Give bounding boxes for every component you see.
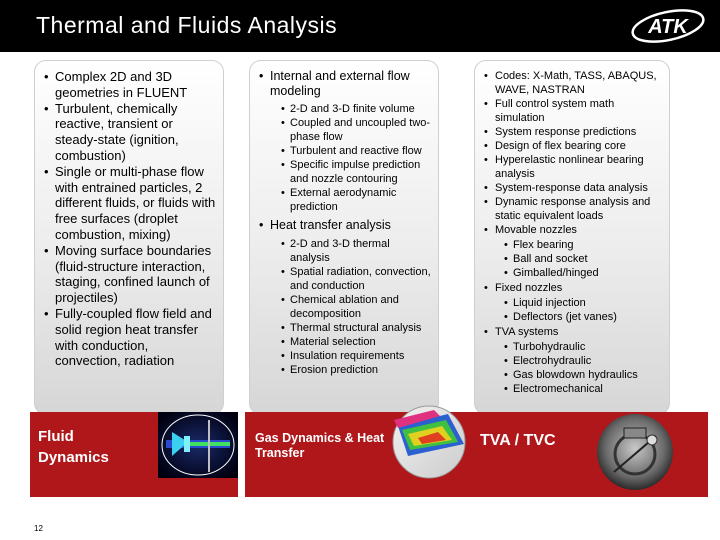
- list-item: • Material selection: [278, 335, 432, 349]
- list-item: • Electromechanical: [501, 382, 663, 396]
- atk-logo: [628, 8, 708, 44]
- list-item: • System-response data analysis: [481, 181, 663, 195]
- logo-text: ATK: [648, 16, 688, 38]
- list-item: • Full control system math simulation: [481, 97, 663, 125]
- list-item: • Turbohydraulic: [501, 340, 663, 354]
- tva-tvc-list: [481, 69, 663, 396]
- section-item: [256, 69, 432, 214]
- section-label: Heat transfer analysis: [270, 218, 391, 232]
- list-item: • Erosion prediction: [278, 363, 432, 377]
- list-item: • Electrohydraulic: [501, 354, 663, 368]
- list-item: • 2-D and 3-D finite volume: [278, 102, 432, 116]
- gas-dynamics-label: Gas Dynamics & Heat Transfer: [255, 431, 385, 460]
- group-item: [481, 223, 663, 280]
- slide-title: Thermal and Fluids Analysis: [36, 12, 338, 38]
- list-item: • Single or multi-phase flow with entrained particles, 2 different fluids, or fluids with free surfaces (droplet combustion, mixing): [41, 164, 217, 243]
- list-item: • Chemical ablation and decomposition: [278, 293, 432, 321]
- list-item: • Fully-coupled flow field and solid region heat transfer with conduction, convection, radiation: [41, 306, 217, 369]
- group-item: [481, 281, 663, 324]
- group-label: Fixed nozzles: [495, 282, 563, 294]
- fluid-dynamics-label: Fluid Dynamics: [38, 428, 109, 466]
- list-item: • Specific impulse prediction and nozzle contouring: [278, 158, 432, 186]
- list-item: • Spatial radiation, convection, and conduction: [278, 265, 432, 293]
- list-item: • Ball and socket: [501, 252, 663, 266]
- list-item: • Insulation requirements: [278, 349, 432, 363]
- section-item: [256, 218, 432, 377]
- list-item: • 2-D and 3-D thermal analysis: [278, 237, 432, 265]
- list-item: • Coupled and uncoupled two-phase flow: [278, 116, 432, 144]
- list-item: • Flex bearing: [501, 238, 663, 252]
- list-item: • Gimballed/hinged: [501, 266, 663, 280]
- tvc-hardware-image: [594, 412, 676, 492]
- list-item: • Deflectors (jet vanes): [501, 310, 663, 324]
- list-item: • Dynamic response analysis and static equivalent loads: [481, 195, 663, 223]
- tva-tvc-panel: [474, 60, 670, 415]
- heat-transfer-contour-image: [388, 404, 470, 480]
- gas-dynamics-list: [256, 69, 432, 377]
- list-item: • Thermal structural analysis: [278, 321, 432, 335]
- fluid-dynamics-panel: [34, 60, 224, 415]
- list-item: • Gas blowdown hydraulics: [501, 368, 663, 382]
- gas-dynamics-panel: [249, 60, 439, 415]
- page-number: 12: [34, 524, 43, 533]
- list-item: • Moving surface boundaries (fluid-structure interaction, staging, confined launch of projectiles): [41, 243, 217, 306]
- list-item: • Liquid injection: [501, 296, 663, 310]
- fluid-dynamics-list: [41, 69, 217, 369]
- tva-tvc-label: TVA / TVC: [480, 432, 556, 449]
- list-item: • System response predictions: [481, 125, 663, 139]
- cfd-simulation-image: [158, 412, 238, 478]
- list-item: • External aerodynamic prediction: [278, 186, 432, 214]
- list-item: • Turbulent and reactive flow: [278, 144, 432, 158]
- group-label: Movable nozzles: [495, 224, 577, 236]
- list-item: • Turbulent, chemically reactive, transient or steady-state (ignition, combustion): [41, 101, 217, 164]
- list-item: • Complex 2D and 3D geometries in FLUENT: [41, 69, 217, 101]
- group-item: [481, 325, 663, 396]
- list-item: • Hyperelastic nonlinear bearing analysis: [481, 153, 663, 181]
- list-item: • Design of flex bearing core: [481, 139, 663, 153]
- section-label: Internal and external flow modeling: [270, 69, 410, 98]
- group-label: TVA systems: [495, 326, 559, 338]
- slide-header: [0, 0, 720, 52]
- list-item: • Codes: X-Math, TASS, ABAQUS, WAVE, NASTRAN: [481, 69, 663, 97]
